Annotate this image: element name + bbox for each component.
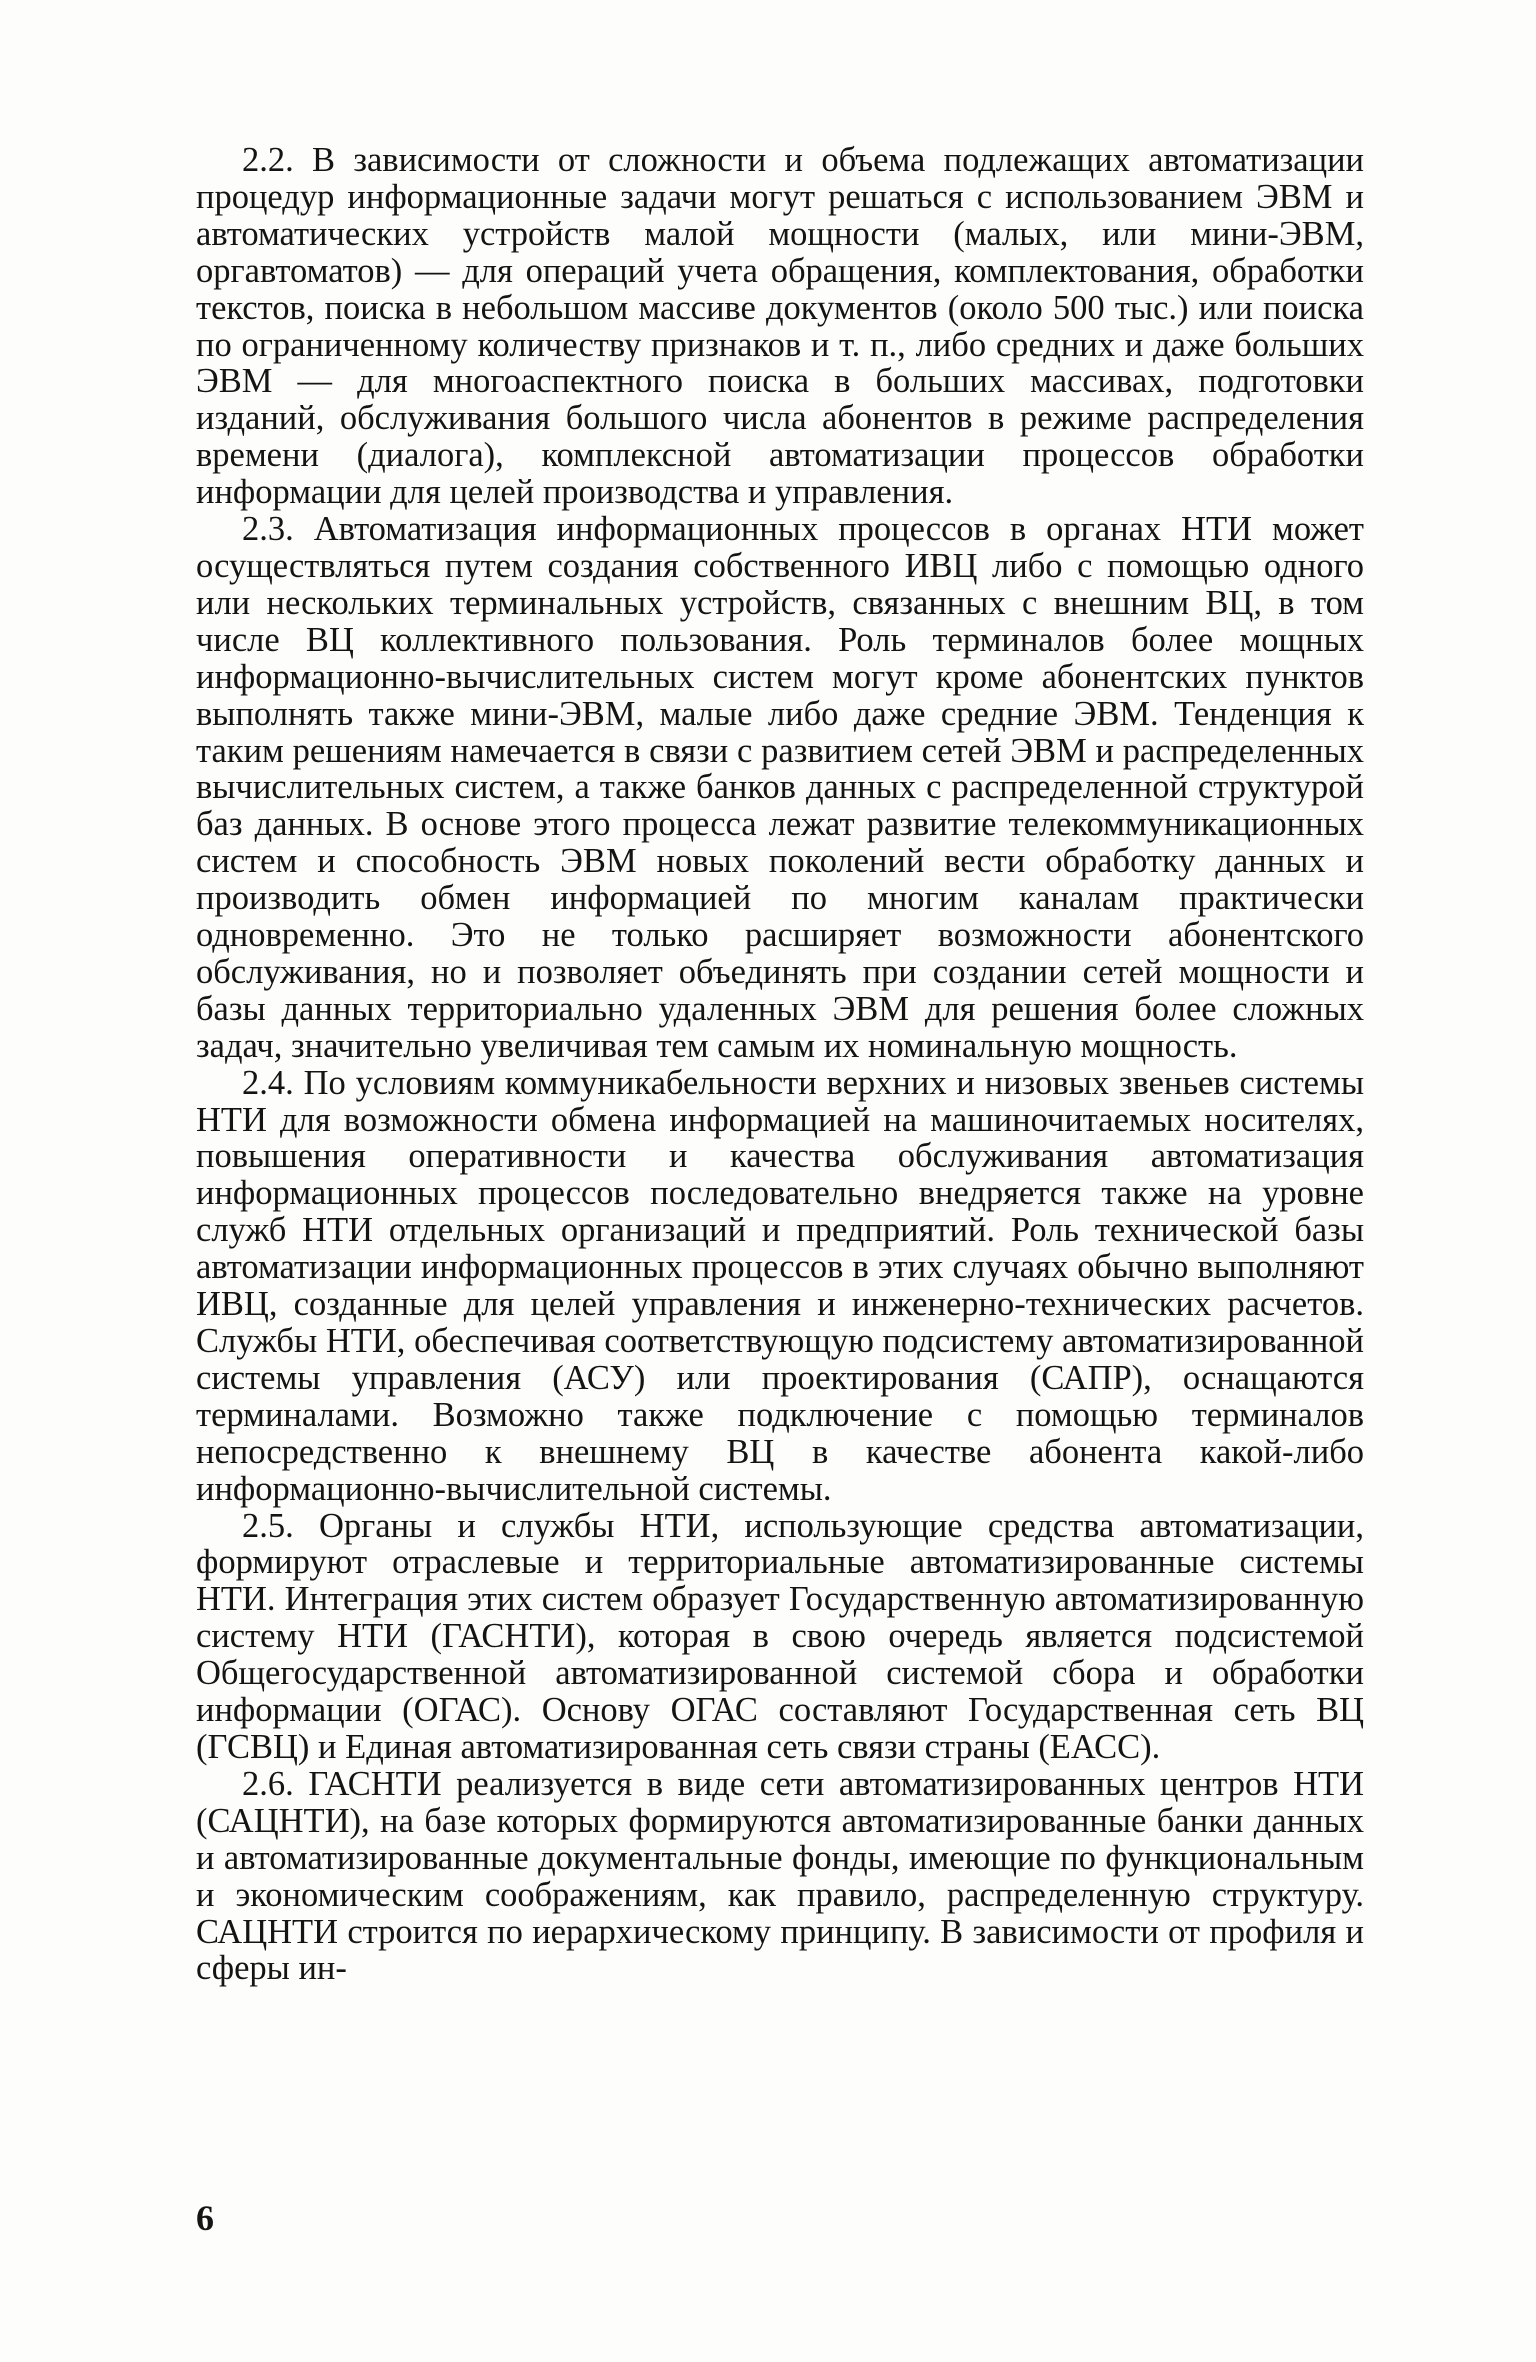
paragraph-text: Автоматизация информационных процессов в органах НТИ может осуществляться путем создания собственного ИВЦ либо с помощью одного или нескольких терминальных устройств, связанных с внешним ВЦ, в том числе ВЦ коллективного пользования. Роль терминалов более мощных информационно-вычислительных систем могут кроме абонентских пунктов выполнять также мини-ЭВМ, малые либо даже средние ЭВМ. Тенденция к таким решениям намечается в связи с развитием сетей ЭВМ и распределенных вычислительных систем, а также банков данных с распределенной структурой баз данных. В основе этого процесса лежат развитие телекоммуникационных систем и способность ЭВМ новых поколений вести обработку данных и производить обмен информацией по многим каналам практически одновременно. Это не только расширяет возможности абонентского обслуживания, но и позволяет объединять при создании сетей мощности и базы данных территориально удаленных ЭВМ для решения более сложных задач, значительно увеличивая тем самым их номинальную мощность. [196, 510, 1364, 1065]
paragraph-text: По условиям коммуникабельности верхних и низовых звеньев системы НТИ для возможности обмена информацией на машиночитаемых носителях, повышения оперативности и качества обслуживания автоматизация информационных процессов последовательно внедряется также на уровне служб НТИ отдельных организаций и предприятий. Роль технической базы автоматизации информационных процессов в этих случаях обычно выполняют ИВЦ, созданные для целей управления и инженерно-технических расчетов. Службы НТИ, обеспечивая соответствующую подсистему автоматизированной системы управления (АСУ) или проектирования (САПР), оснащаются терминалами. Возможно также подключение с помощью терминалов непосредственно к внешнему ВЦ в качестве абонента какой-либо информационно-вычислительной системы. [196, 1063, 1365, 1508]
paragraph-text: ГАСНТИ реализуется в виде сети автоматизированных центров НТИ (САЦНТИ), на базе которых формируются автоматизированные банки данных и автоматизированные документальные фонды, имеющие по функциональным и экономическим соображениям, как правило, распределенную структуру. САЦНТИ строится по иерархическому принципу. В зависимости от профиля и сферы ин- [196, 1764, 1364, 1988]
page-number: 6 [196, 2198, 214, 2238]
paragraph-2-3 [196, 511, 1364, 1065]
paragraph-2-6 [196, 1766, 1364, 1987]
paragraph-2-4 [196, 1065, 1364, 1508]
body-text [196, 142, 1364, 1987]
paragraph-number: 2.2. [242, 141, 294, 179]
paragraph-number: 2.3. [242, 510, 294, 549]
paragraph-text: Органы и службы НТИ, использующие средства автоматизации, формируют отраслевые и территориальные автоматизированные системы НТИ. Интеграция этих систем образует Государственную автоматизированную систему НТИ (ГАСНТИ), которая в свою очередь является подсистемой Общегосударственной автоматизированной системой сбора и обработки информации (ОГАС). Основу ОГАС составляют Государственная сеть ВЦ (ГСВЦ) и Единая автоматизированная сеть связи страны (ЕАСС). [196, 1506, 1364, 1766]
paragraph-number: 2.6. [242, 1764, 294, 1803]
paragraph-2-2 [196, 142, 1364, 511]
paragraph-number: 2.5. [242, 1506, 294, 1545]
paragraph-text: В зависимости от сложности и объема подлежащих автоматизации процедур информационные задачи могут решаться с использованием ЭВМ и автоматических устройств малой мощности (малых, или мини-ЭВМ, оргавтоматов) — для операций учета обращения, комплектования, обработки текстов, поиска в небольшом массиве документов (около 500 тыс.) или поиска по ограниченному количеству признаков и т. п., либо средних и даже больших ЭВМ — для многоаспектного поиска в больших массивах, подготовки изданий, обслуживания большого числа абонентов в режиме распределения времени (диалога), комплексной автоматизации процессов обработки информации для целей производства и управления. [196, 141, 1364, 512]
paragraph-2-5 [196, 1508, 1364, 1766]
paragraph-number: 2.4. [242, 1063, 294, 1102]
